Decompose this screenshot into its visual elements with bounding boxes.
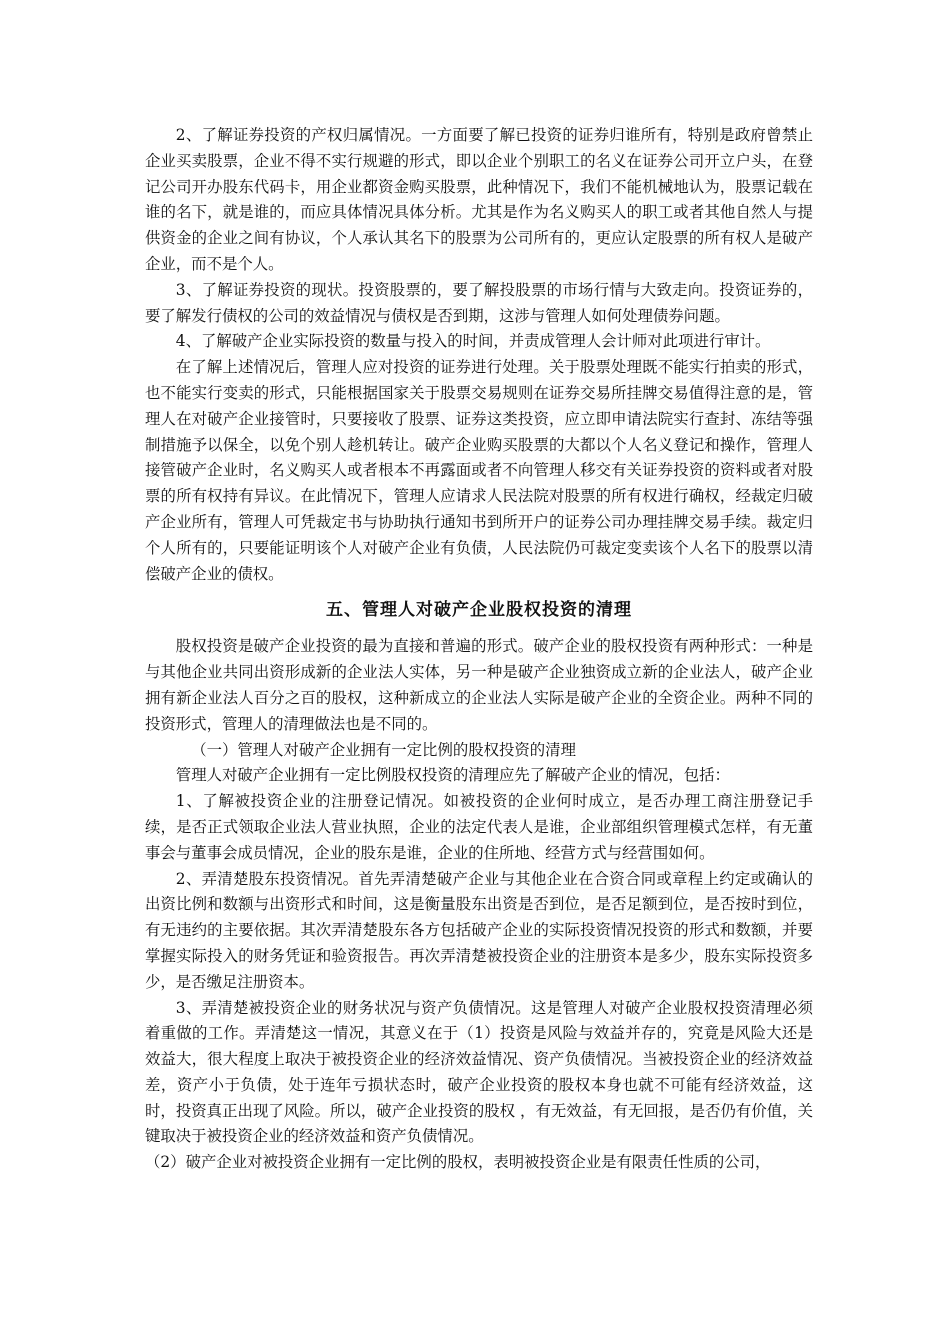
paragraph-equity-intro: 股权投资是破产企业投资的最为直接和普遍的形式。破产企业的股权投资有两种形式：一种是与其他企业共同出资形成新的企业法人实体，另一种是破产企业独资成立新的企业法人，破产企业拥有新企业法人百分之百的股权，这种新成立的企业法人实际是破产企业的全资企业。两种不同的投资形式，管理人的清理做法也是不同的。 bbox=[145, 637, 813, 733]
section-heading: 五、管理人对破产企业股权投资的清理 bbox=[326, 600, 632, 621]
paragraph-equity-preface: 管理人对破产企业拥有一定比例股权投资的清理应先了解破产企业的情况，包括： bbox=[175, 766, 730, 785]
paragraph-continuation: （2）破产企业对被投资企业拥有一定比例的股权，表明被投资企业是有限责任性质的公司， bbox=[145, 1153, 771, 1172]
paragraph-financial-status: 3、弄清楚被投资企业的财务状况与资产负债情况。这是管理人对破产企业股权投资清理必须着重做的工作。弄清楚这一情况，其意义在于（1）投资是风险与效益并存的，究竟是风险大还是效益大，很大程度上取决于被投资企业的经济效益情况、资产负债情况。当被投资企业的经济效益差，资产小于负债，处于连年亏损状态时，破产企业投资的股权本身也就不可能有经济效益，这时，投资真正出现了风险。所以，破产企业投资的股权 ，有无效益，有无回报，是否仍有价值，关键取决于被投资企业的经济效益和资产负债情况。 bbox=[145, 998, 813, 1146]
paragraph-securities-status: 3、了解证券投资的现状。投资股票的，要了解投股票的市场行情与大致走向。投资证券的，要了解发行债权的公司的效益情况与债权是否到期，这涉与管理人如何处理债券问题。 bbox=[145, 280, 813, 325]
paragraph-shareholder-investment: 2、弄清楚股东投资情况。首先弄清楚破产企业与其他企业在合资合同或章程上约定或确认的出资比例和数额与出资形式和时间，这是衡量股东出资是否到位，是否足额到位，是否按时到位，有无违约的主要依据。其次弄清楚股东各方包括破产企业的实际投资情况投资的形式和数额，并要掌握实际投入的财务凭证和验资报告。再次弄清楚被投资企业的注册资本是多少，股东实际投资多少，是否缴足注册资本。 bbox=[145, 869, 813, 991]
paragraph-securities-ownership: 2、了解证券投资的产权归属情况。一方面要了解已投资的证券归谁所有，特别是政府曾禁止企业买卖股票，企业不得不实行规避的形式，即以企业个别职工的名义在证券公司开立户头，在登记公司开办股东代码卡，用企业都资金购买股票，此种情况下，我们不能机械地认为，股票记载在谁的名下，就是谁的，而应具体情况具体分析。尤其是作为名义购买人的职工或者其他自然人与提供资金的企业之间有协议，个人承认其名下的股票为公司所有的，更应认定股票的所有权人是破产企业，而不是个人。 bbox=[145, 126, 813, 273]
document-page bbox=[145, 123, 813, 1176]
paragraph-investment-quantity: 4、了解破产企业实际投资的数量与投入的时间，并责成管理人会计师对此项进行审计。 bbox=[175, 332, 771, 351]
subheading: （一）管理人对破产企业拥有一定比例的股权投资的清理 bbox=[191, 740, 576, 759]
paragraph-securities-handling: 在了解上述情况后，管理人应对投资的证券进行处理。关于股票处理既不能实行拍卖的形式，也不能实行变卖的形式，只能根据国家关于股票交易规则在证券交易所挂牌交易值得注意的是，管理人在对破产企业接管时，只要接收了股票、证券这类投资，应立即申请法院实行查封、冻结等强制措施予以保全，以免个别人趁机转让。破产企业购买股票的大都以个人名义登记和操作，管理人接管破产企业时，名义购买人或者根本不再露面或者不向管理人移交有关证券投资的资料或者对股票的所有权持有异议。在此情况下，管理人应请求人民法院对股票的所有权进行确权，经裁定归破产企业所有，管理人可凭裁定书与协助执行通知书到所开户的证券公司办理挂牌交易手续。裁定归个人所有的，只要能证明该个人对破产企业有负债，人民法院仍可裁定变卖该个人名下的股票以清偿破产企业的债权。 bbox=[145, 358, 813, 583]
paragraph-registration: 1、了解被投资企业的注册登记情况。如被投资的企业何时成立，是否办理工商注册登记手续，是否正式领取企业法人营业执照，企业的法定代表人是谁，企业部组织管理模式怎样，有无董事会与董事会成员情况，企业的股东是谁，企业的住所地、经营方式与经营围如何。 bbox=[145, 792, 813, 862]
